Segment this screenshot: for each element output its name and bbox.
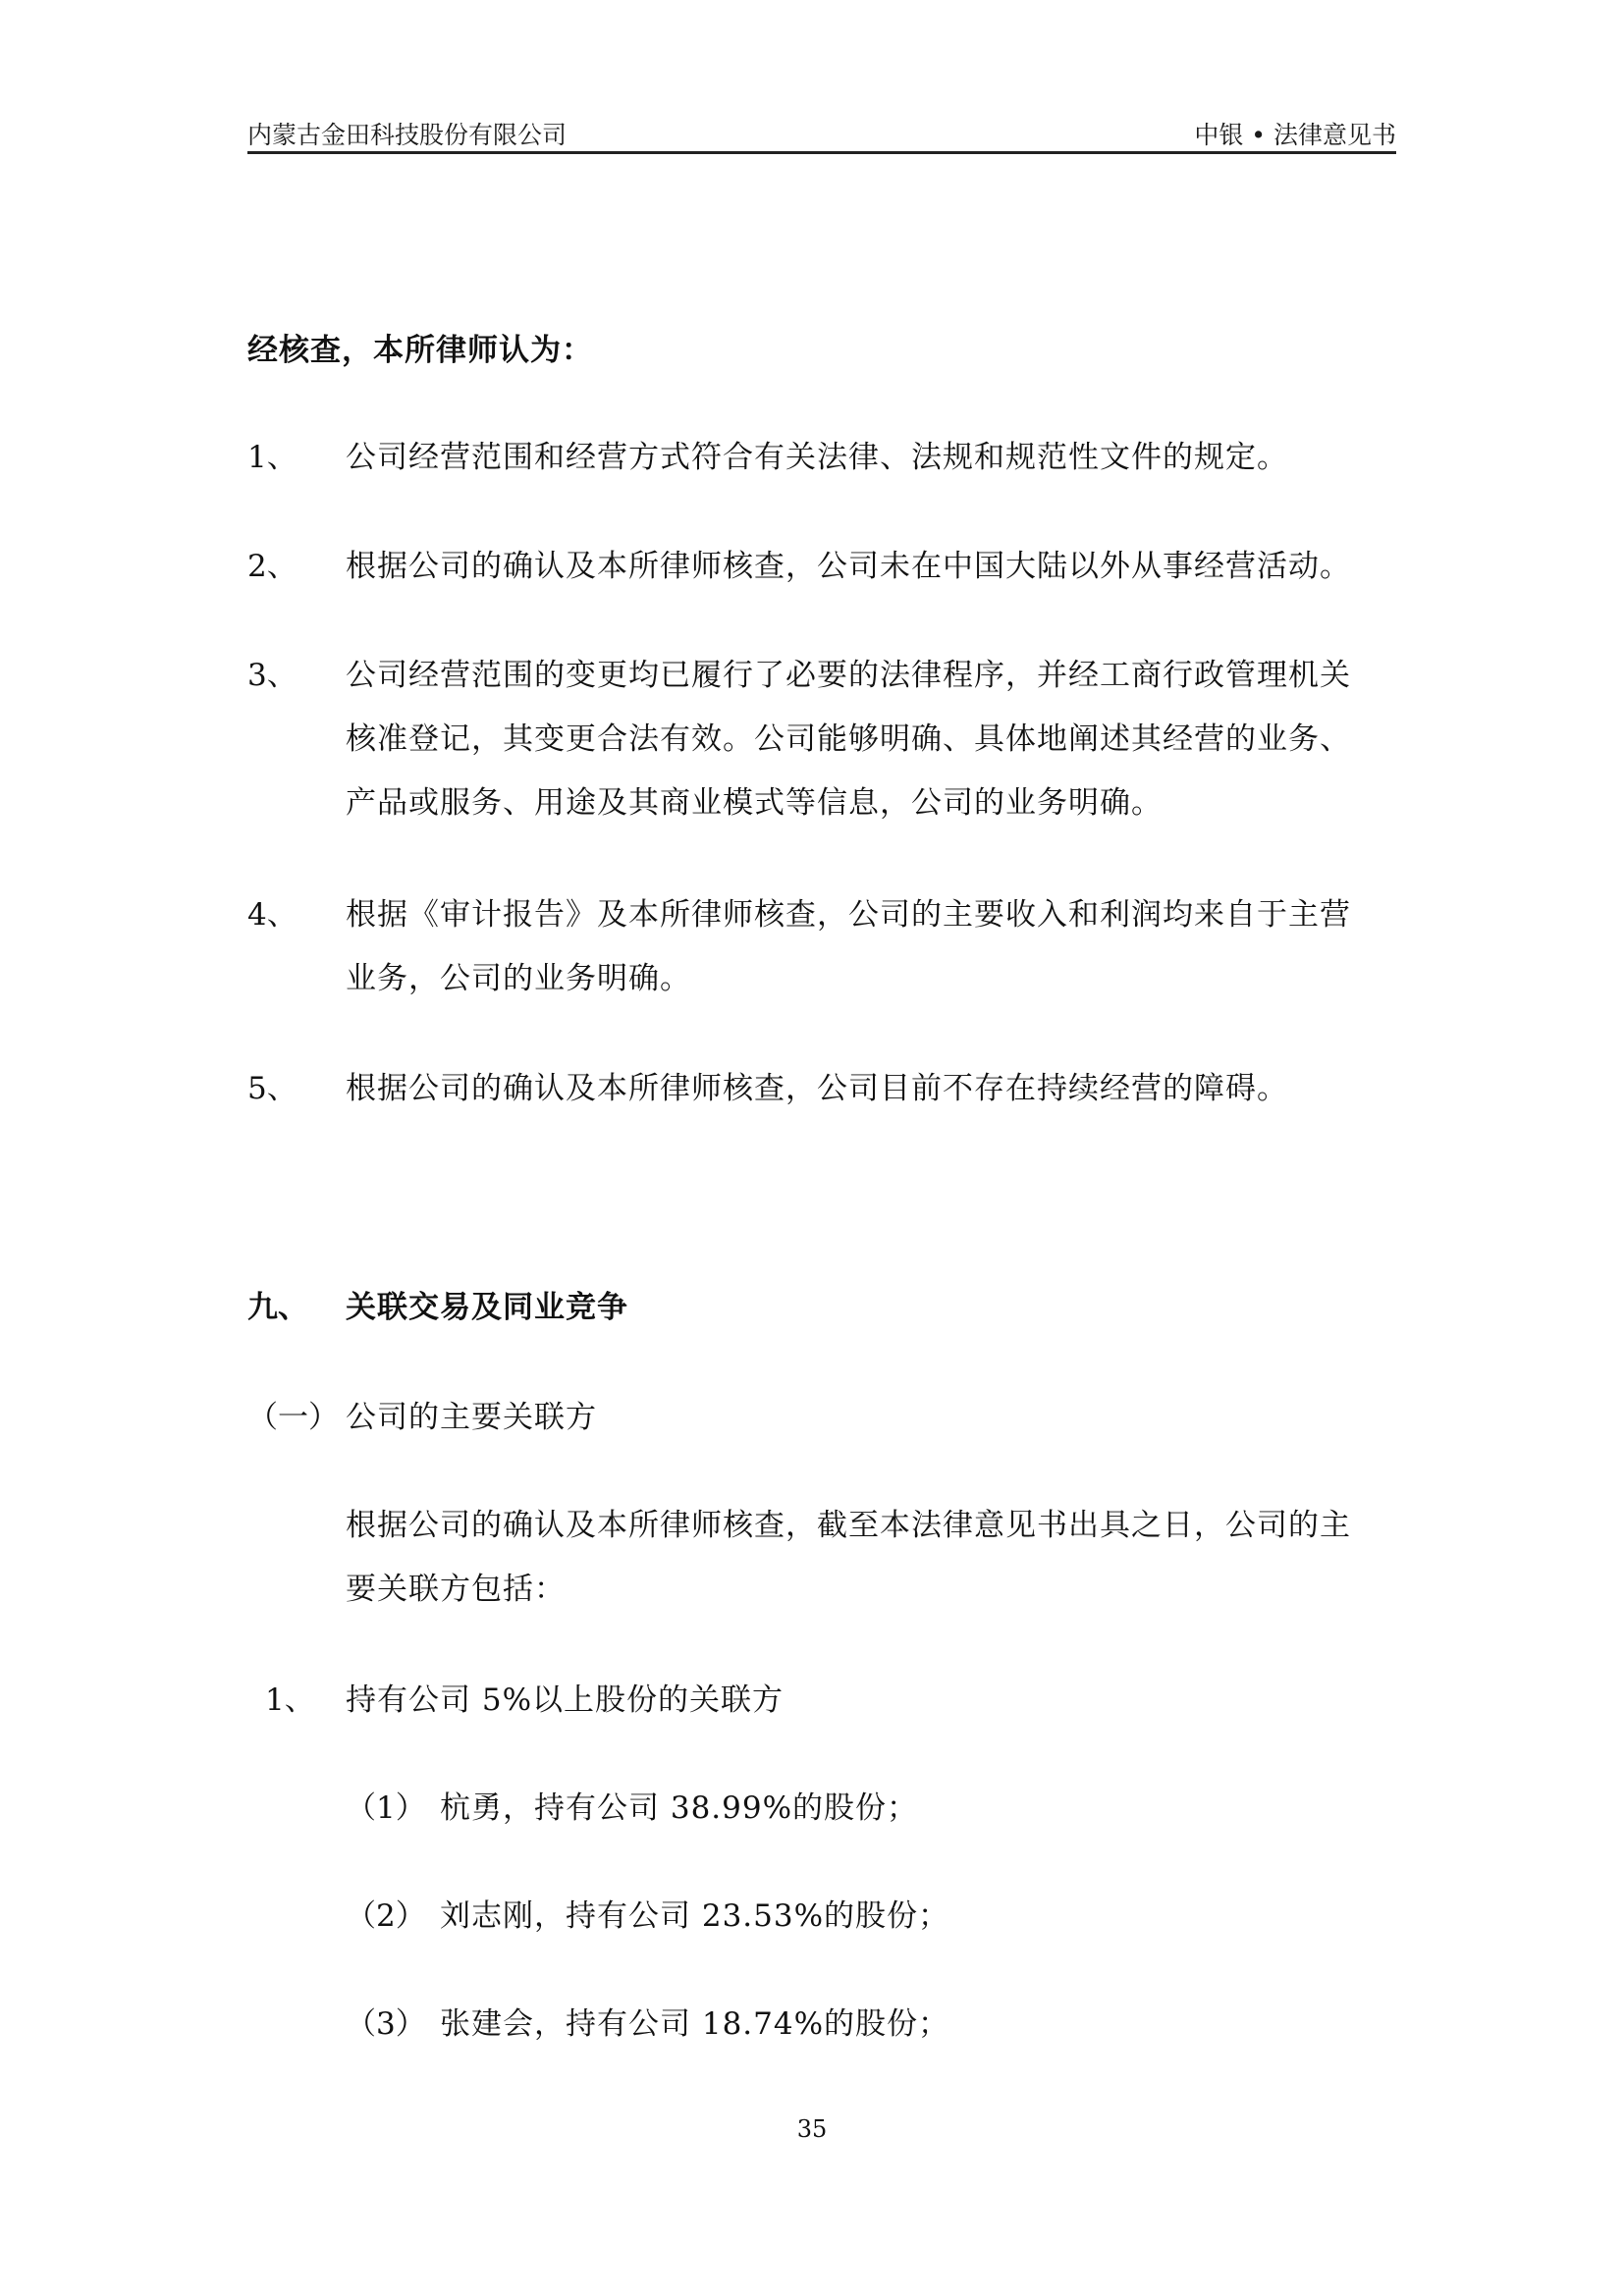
page-number: 35: [796, 2115, 828, 2143]
conclusion-3-line-1: 公司经营范围的变更均已履行了必要的法律程序，并经工商行政管理机关: [346, 658, 1351, 693]
section-number: 九、: [247, 1290, 308, 1325]
conclusion-3-number: 3、: [247, 658, 298, 693]
conclusion-1-line-1: 公司经营范围和经营方式符合有关法律、法规和规范性文件的规定。: [346, 440, 1288, 475]
subsection-title: 公司的主要关联方: [346, 1400, 597, 1435]
page-header: [247, 110, 1396, 153]
header-company: 内蒙古金田科技股份有限公司: [247, 121, 568, 149]
header-divider: [247, 151, 1396, 154]
conclusion-5-line-1: 根据公司的确认及本所律师核查，公司目前不存在持续经营的障碍。: [346, 1071, 1288, 1106]
party-1-number: （1）: [346, 1790, 426, 1826]
category-number: 1、: [265, 1682, 315, 1718]
party-3-text: 张建会，持有公司 18.74%的股份；: [440, 2006, 950, 2042]
header-doc-title: 中银 • 法律意见书: [1194, 121, 1396, 149]
intro-paragraph: [346, 1494, 1396, 1622]
conclusion-3-line-3: 产品或服务、用途及其商业模式等信息，公司的业务明确。: [346, 785, 1163, 821]
subsection-number: （一）: [247, 1400, 339, 1435]
conclusion-4-text: [346, 883, 1396, 1011]
conclusion-5-number: 5、: [247, 1071, 298, 1106]
party-1-text: 杭勇，持有公司 38.99%的股份；: [440, 1790, 919, 1826]
intro-line-2: 要关联方包括：: [346, 1572, 566, 1607]
conclusion-4-line-2: 业务，公司的业务明确。: [346, 961, 691, 996]
intro-line-1: 根据公司的确认及本所律师核查，截至本法律意见书出具之日，公司的主: [346, 1508, 1351, 1543]
conclusion-2-number: 2、: [247, 549, 298, 584]
conclusion-4-line-1: 根据《审计报告》及本所律师核查，公司的主要收入和利润均来自于主营: [346, 897, 1351, 933]
conclusion-5-text: [346, 1057, 1396, 1121]
category-title: 持有公司 5%以上股份的关联方: [346, 1682, 785, 1718]
conclusion-4-number: 4、: [247, 897, 298, 933]
conclusion-3-text: [346, 644, 1396, 835]
conclusion-3-line-2: 核准登记，其变更合法有效。公司能够明确、具体地阐述其经营的业务、: [346, 721, 1351, 757]
conclusion-2-line-1: 根据公司的确认及本所律师核查，公司未在中国大陆以外从事经营活动。: [346, 549, 1351, 584]
party-3-number: （3）: [346, 2006, 426, 2042]
section-title: 关联交易及同业竞争: [346, 1290, 628, 1325]
party-2-text: 刘志刚，持有公司 23.53%的股份；: [440, 1898, 950, 1934]
conclusion-1-number: 1、: [247, 440, 298, 475]
party-2-number: （2）: [346, 1898, 426, 1934]
conclusion-2-text: [346, 535, 1396, 599]
conclusion-heading: 经核查，本所律师认为：: [247, 333, 593, 368]
conclusion-1-text: [346, 426, 1396, 490]
